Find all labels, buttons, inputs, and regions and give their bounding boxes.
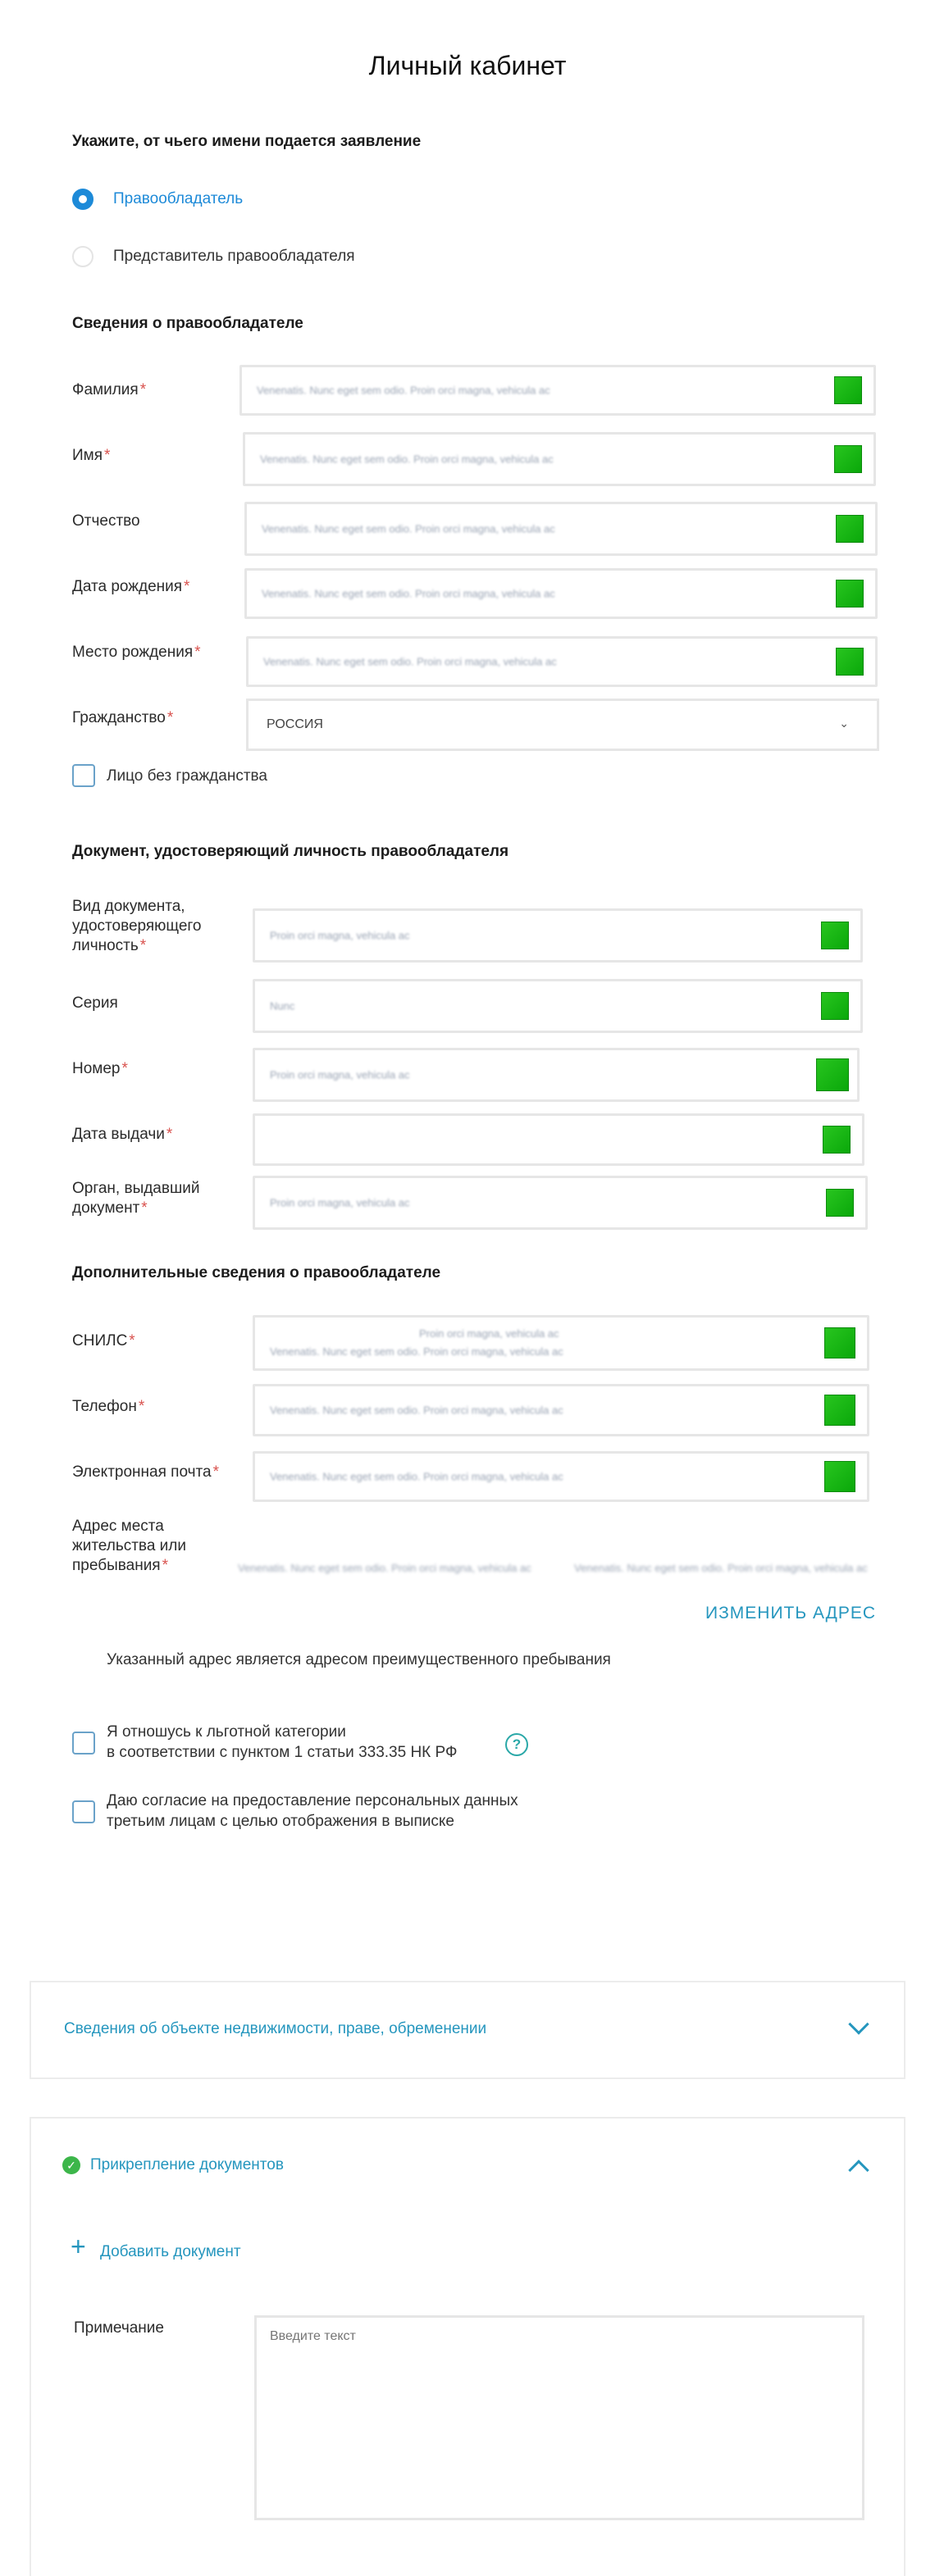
number-input[interactable]	[253, 1048, 860, 1102]
page-title: Личный кабинет	[368, 51, 567, 80]
birthdate-valid-icon	[836, 580, 864, 608]
surname-label: Фамилия *	[72, 381, 147, 398]
address-value: Venenatis. Nunc eget sem odio. Proin orci magna, vehicula ac	[238, 1562, 531, 1574]
note-textarea[interactable]	[254, 2315, 864, 2520]
snils-value: Venenatis. Nunc eget sem odio. Proin orci magna, vehicula ac	[270, 1345, 563, 1358]
name-valid-icon	[834, 445, 862, 473]
series-valid-icon	[821, 992, 849, 1020]
plus-icon[interactable]: +	[71, 2232, 86, 2261]
number-label: Номер *	[72, 1060, 128, 1077]
benefit-label-line1: Я отношусь к льготной категории	[107, 1723, 346, 1741]
doctype-valid-icon	[821, 922, 849, 949]
issuer-valid-icon	[826, 1189, 854, 1217]
stateless-checkbox[interactable]	[72, 764, 95, 787]
radio-representative[interactable]	[72, 246, 355, 267]
surname-value: Venenatis. Nunc eget sem odio. Proin orci magna, vehicula ac	[257, 384, 550, 397]
chevron-down-icon[interactable]	[848, 2014, 869, 2034]
birthplace-label: Место рождения *	[72, 644, 201, 661]
add-document-button[interactable]: Добавить документ	[100, 2243, 241, 2260]
consent-label-line2: третьим лицам с целью отображения в выписке	[107, 1813, 454, 1830]
phone-value: Venenatis. Nunc eget sem odio. Proin orci magna, vehicula ac	[270, 1404, 563, 1417]
phone-label: Телефон *	[72, 1398, 145, 1415]
citizenship-value: РОССИЯ	[267, 717, 323, 731]
surname-input[interactable]	[239, 365, 876, 416]
stateless-label[interactable]: Лицо без гражданства	[107, 767, 267, 785]
issuer-label: Орган, выдавший документ *	[72, 1180, 200, 1217]
surname-valid-icon	[834, 376, 862, 404]
holder-heading: Сведения о правообладателе	[72, 315, 303, 332]
series-input[interactable]	[253, 979, 863, 1033]
radio-representative-label[interactable]: Представитель правообладателя	[113, 248, 355, 265]
birthdate-input[interactable]	[244, 568, 878, 619]
citizenship-label: Гражданство *	[72, 709, 174, 726]
phone-input[interactable]	[253, 1384, 869, 1436]
consent-label[interactable]	[107, 1791, 518, 1832]
benefit-checkbox[interactable]	[72, 1732, 95, 1755]
snils-label: СНИЛС *	[72, 1332, 135, 1349]
birthplace-input[interactable]	[246, 636, 878, 687]
birthdate-label: Дата рождения *	[72, 578, 190, 595]
patronymic-label: Отчество	[72, 512, 140, 530]
patronymic-input[interactable]	[244, 502, 878, 556]
doctype-value: Proin orci magna, vehicula ac	[270, 929, 410, 942]
address-note: Указанный адрес является адресом преимущественного пребывания	[107, 1651, 611, 1668]
patronymic-valid-icon	[836, 515, 864, 543]
name-label: Имя *	[72, 447, 111, 464]
doctype-input[interactable]	[253, 908, 863, 963]
benefit-label[interactable]	[107, 1722, 457, 1763]
issuer-input[interactable]	[253, 1176, 868, 1230]
address-value-secondary: Venenatis. Nunc eget sem odio. Proin orci magna, vehicula ac	[574, 1562, 868, 1574]
doctype-label: Вид документа, удостоверяющего личность *	[72, 898, 202, 954]
radio-holder-indicator[interactable]	[72, 189, 94, 210]
address-label: Адрес места жительства или пребывания *	[72, 1518, 186, 1574]
chevron-up-icon[interactable]	[848, 2160, 869, 2180]
series-label: Серия	[72, 994, 118, 1012]
attachments-panel-title[interactable]: Прикрепление документов	[90, 2156, 284, 2173]
radio-holder-label[interactable]: Правообладатель	[113, 190, 244, 207]
patronymic-value: Venenatis. Nunc eget sem odio. Proin orci magna, vehicula ac	[262, 522, 555, 535]
note-label: Примечание	[74, 2319, 164, 2337]
name-input[interactable]	[243, 432, 876, 486]
issue-date-valid-icon	[823, 1126, 851, 1154]
citizenship-select[interactable]	[246, 699, 879, 751]
consent-checkbox[interactable]	[72, 1800, 95, 1823]
radio-representative-indicator[interactable]	[72, 246, 94, 267]
number-valid-icon	[816, 1058, 849, 1091]
series-value: Nunc	[270, 999, 295, 1013]
email-value: Venenatis. Nunc eget sem odio. Proin orci magna, vehicula ac	[270, 1470, 563, 1483]
change-address-link[interactable]: ИЗМЕНИТЬ АДРЕС	[705, 1604, 877, 1623]
snils-value-secondary: Proin orci magna, vehicula ac	[419, 1327, 559, 1340]
name-value: Venenatis. Nunc eget sem odio. Proin orci magna, vehicula ac	[260, 453, 554, 466]
extra-heading: Дополнительные сведения о правообладателе	[72, 1264, 441, 1281]
property-panel[interactable]	[30, 1981, 905, 2079]
property-panel-title[interactable]: Сведения об объекте недвижимости, праве, обременении	[64, 2020, 487, 2037]
issuer-value: Proin orci magna, vehicula ac	[270, 1196, 410, 1209]
snils-valid-icon	[824, 1327, 855, 1359]
benefit-label-line2: в соответствии с пунктом 1 статьи 333.35 НК РФ	[107, 1744, 458, 1761]
birthdate-value: Venenatis. Nunc eget sem odio. Proin orci magna, vehicula ac	[262, 587, 555, 600]
email-label: Электронная почта *	[72, 1463, 219, 1481]
phone-valid-icon	[824, 1395, 855, 1426]
help-icon[interactable]: ?	[505, 1733, 528, 1756]
applicant-heading: Укажите, от чьего имени подается заявление	[72, 133, 422, 150]
check-circle-icon: ✓	[62, 2156, 80, 2174]
radio-holder[interactable]	[72, 189, 243, 210]
email-valid-icon	[824, 1461, 855, 1492]
chevron-down-icon: ⌄	[839, 716, 849, 730]
email-input[interactable]	[253, 1451, 869, 1502]
issue-date-label: Дата выдачи *	[72, 1126, 173, 1143]
issue-date-input[interactable]	[253, 1113, 864, 1166]
consent-label-line1: Даю согласие на предоставление персональных данных	[107, 1792, 518, 1809]
attachments-panel	[30, 2117, 905, 2576]
identity-heading: Документ, удостоверяющий личность правообладателя	[72, 843, 509, 860]
snils-input[interactable]	[253, 1315, 869, 1371]
birthplace-value: Venenatis. Nunc eget sem odio. Proin orci magna, vehicula ac	[263, 655, 557, 668]
birthplace-valid-icon	[836, 648, 864, 676]
number-value: Proin orci magna, vehicula ac	[270, 1068, 410, 1081]
